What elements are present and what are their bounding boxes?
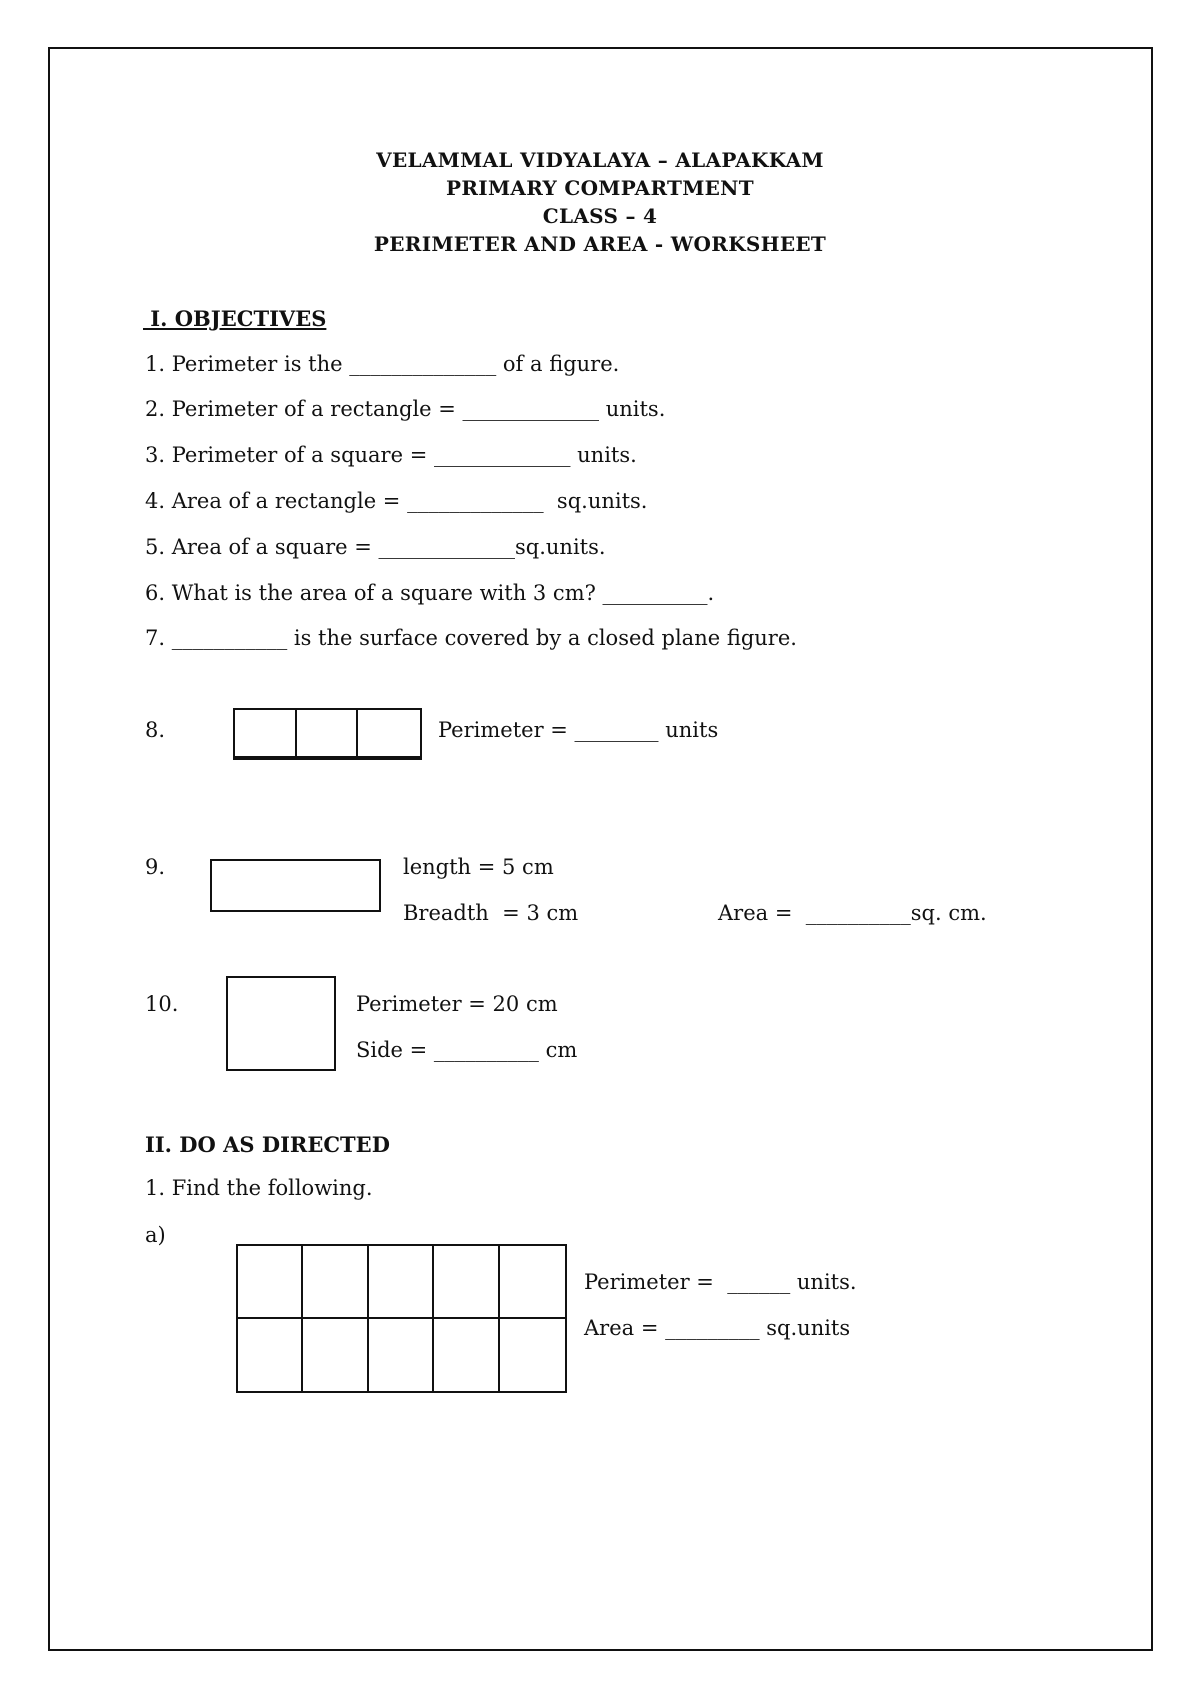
school-name: VELAMMAL VIDYALAYA – ALAPAKKAM — [376, 148, 824, 172]
objective-item-3: 3. Perimeter of a square = _____________ units. — [145, 443, 637, 467]
objective-item-1: 1. Perimeter is the ______________ of a figure. — [145, 352, 620, 376]
objective-item-4: 4. Area of a rectangle = _____________ sq.units. — [145, 489, 648, 513]
question-10-number: 10. — [145, 992, 179, 1016]
compartment: PRIMARY COMPARTMENT — [446, 176, 754, 200]
q8-perimeter-text: Perimeter = ________ units — [438, 718, 719, 742]
q9-area-text: Area = __________sq. cm. — [718, 901, 987, 925]
objective-item-6: 6. What is the area of a square with 3 cm? __________. — [145, 581, 715, 605]
q8-three-square-figure — [233, 708, 422, 760]
question-9-number: 9. — [145, 855, 166, 879]
q9-rectangle-figure — [210, 859, 381, 912]
objective-item-2: 2. Perimeter of a rectangle = _____________ units. — [145, 397, 666, 421]
class-label: CLASS – 4 — [542, 204, 658, 228]
objective-item-5: 5. Area of a square = _____________sq.units. — [145, 535, 606, 559]
section-objectives-heading: I. OBJECTIVES — [143, 306, 327, 331]
q9-breadth-text: Breadth = 3 cm — [403, 901, 579, 925]
q10-perimeter-text: Perimeter = 20 cm — [356, 992, 558, 1016]
question-8-number: 8. — [145, 718, 166, 742]
worksheet-title: PERIMETER AND AREA - WORKSHEET — [373, 232, 827, 256]
section2-instruction: 1. Find the following. — [145, 1176, 373, 1200]
part-a-grid-figure — [236, 1244, 567, 1393]
page-border — [48, 47, 1153, 1651]
q10-square-figure — [226, 976, 336, 1071]
section-do-as-directed-heading: II. DO AS DIRECTED — [145, 1132, 390, 1157]
q10-side-text: Side = __________ cm — [356, 1038, 578, 1062]
objective-item-7: 7. ___________ is the surface covered by a closed plane figure. — [145, 626, 797, 650]
part-a-label: a) — [145, 1223, 166, 1247]
part-a-area-text: Area = _________ sq.units — [584, 1316, 851, 1340]
part-a-perimeter-text: Perimeter = ______ units. — [584, 1270, 857, 1294]
q9-length-text: length = 5 cm — [403, 855, 554, 879]
